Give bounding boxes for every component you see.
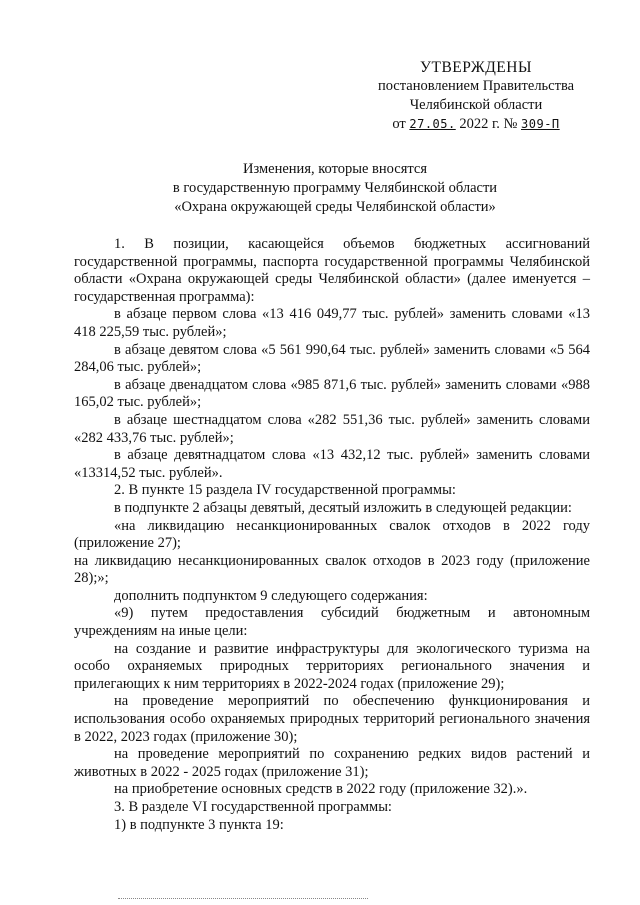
paragraph-10: на ликвидацию несанкционированных свалок отходов в 2023 году (приложение 28);»; bbox=[74, 552, 590, 587]
date-prefix: от bbox=[392, 116, 406, 132]
paragraph-2: в абзаце первом слова «13 416 049,77 тыс. рублей» заменить словами «13 418 225,59 тыс. рублей»; bbox=[74, 306, 590, 340]
handwritten-date: 27.05. bbox=[409, 117, 456, 131]
document-body bbox=[74, 236, 590, 834]
approval-line-1: постановлением Правительства bbox=[377, 78, 575, 94]
paragraph-15: на проведение мероприятий по сохранению редких видов растений и животных в 2022 - 2025 годах (приложение 31); bbox=[74, 746, 590, 780]
paragraph-18: 1) в подпункте 3 пункта 19: bbox=[114, 816, 284, 833]
paragraph-6: в абзаце девятнадцатом слова «13 432,12 тыс. рублей» заменить словами «13314,52 тыс. рублей». bbox=[74, 447, 590, 481]
document-title bbox=[100, 160, 570, 217]
paragraph-8: в подпункте 2 абзацы девятый, десятый изложить в следующей редакции: bbox=[114, 499, 572, 516]
paragraph-14: на проведение мероприятий по обеспечению функционирования и использования особо охраняемых природных территорий регионального значения в 2022, 2023 годах (приложение 30); bbox=[74, 693, 590, 745]
approval-heading: УТВЕРЖДЕНЫ bbox=[420, 59, 532, 76]
handwritten-number: 309-П bbox=[521, 117, 560, 131]
scan-artifact-line bbox=[118, 897, 368, 899]
paragraph-16: на приобретение основных средств в 2022 году (приложение 32).». bbox=[114, 781, 528, 798]
paragraph-5: в абзаце шестнадцатом слова «282 551,36 тыс. рублей» заменить словами «282 433,76 тыс. рублей»; bbox=[74, 411, 590, 446]
title-line-1: Изменения, которые вносятся bbox=[243, 161, 427, 177]
title-line-3: «Охрана окружающей среды Челябинской области» bbox=[174, 199, 496, 215]
paragraph-12: «9) путем предоставления субсидий бюджетным и автономным учреждениям на иные цели: bbox=[74, 605, 590, 640]
paragraph-3: в абзаце девятом слова «5 561 990,64 тыс. рублей» заменить словами «5 564 284,06 тыс. рублей»; bbox=[74, 341, 590, 376]
paragraph-11: дополнить подпунктом 9 следующего содержания: bbox=[114, 587, 428, 604]
paragraph-1: 1. В позиции, касающейся объемов бюджетных ассигнований государственной программы, паспорта государственной программы Челябинской области «Охрана окружающей среды Челябинской области» (далее именуется – государственная программа): bbox=[74, 236, 590, 305]
approval-date-line bbox=[350, 115, 602, 134]
approval-line-2: Челябинской области bbox=[409, 97, 543, 113]
paragraph-7: 2. В пункте 15 раздела IV государственной программы: bbox=[114, 482, 456, 499]
paragraph-17: 3. В разделе VI государственной программы: bbox=[114, 799, 392, 815]
paragraph-13: на создание и развитие инфраструктуры для экологического туризма на особо охраняемых природных территориях регионального значения и прилегающих к ним территориях в 2022-2024 годах (приложение 29); bbox=[74, 640, 590, 692]
paragraph-4: в абзаце двенадцатом слова «985 871,6 тыс. рублей» заменить словами «988 165,02 тыс. рублей»; bbox=[74, 376, 590, 411]
date-suffix: 2022 г. № bbox=[459, 116, 518, 132]
title-line-2: в государственную программу Челябинской области bbox=[172, 180, 498, 196]
approval-stamp bbox=[350, 58, 602, 134]
paragraph-9: «на ликвидацию несанкционированных свалок отходов в 2022 году (приложение 27); bbox=[74, 517, 590, 552]
